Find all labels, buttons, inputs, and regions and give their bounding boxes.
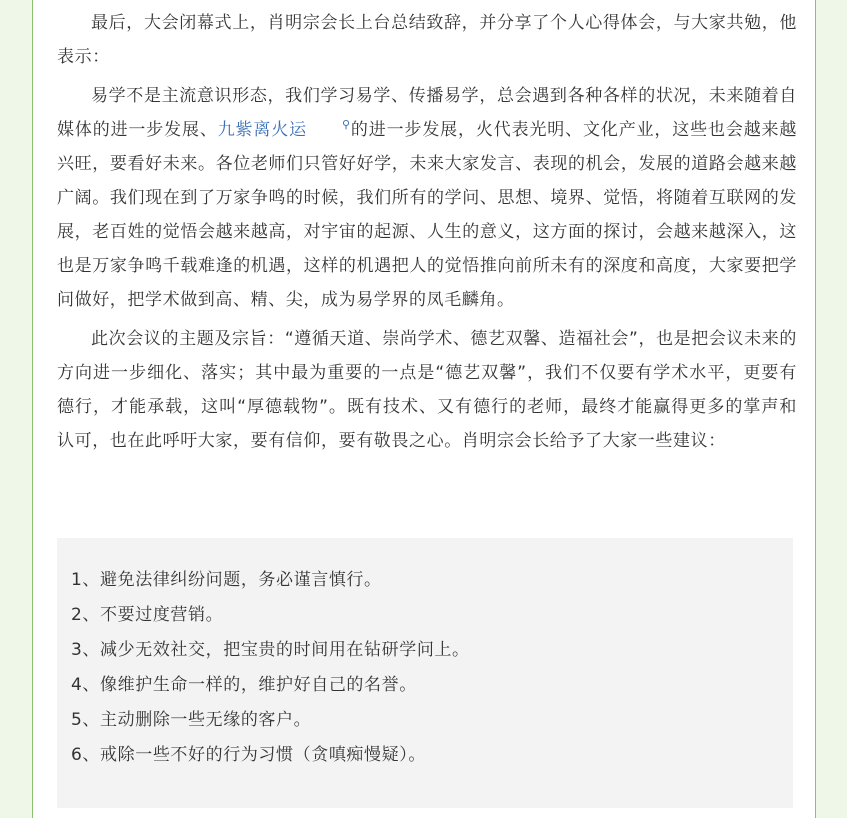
list-item: 4、像维护生命一样的，维护好自己的名誉。 — [71, 675, 417, 695]
article-body — [57, 6, 797, 463]
list-item: 1、避免法律纠纷问题，务必谨言慎行。 — [71, 570, 382, 590]
paragraph-yixue-development — [57, 79, 797, 317]
search-icon[interactable]: ⚲ — [341, 118, 351, 132]
suggestions-box — [57, 538, 793, 808]
paragraph-text-before-link: 易学不是主流意识形态，我们学习易学、传播易学，总会遇到各种各样的状况，未来随着自媒体的进一步发展、 — [57, 86, 797, 140]
list-item: 3、减少无效社交，把宝贵的时间用在钻研学问上。 — [71, 640, 470, 660]
list-item: 2、不要过度营销。 — [71, 605, 224, 625]
paragraph-closing-speech: 最后，大会闭幕式上，肖明宗会长上台总结致辞，并分享了个人心得体会，与大家共勉，他表示： — [57, 13, 797, 67]
keyword-link-jiuzi-lihuo-yun[interactable]: 九紫离火运 — [217, 120, 307, 140]
paragraph-conference-theme: 此次会议的主题及宗旨：“遵循天道、崇尚学术、德艺双馨、造福社会”，也是把会议未来的方向进一步细化、落实；其中最为重要的一点是“德艺双馨”，我们不仅要有学术水平，更要有德行，才能承载，这叫“厚德载物”。既有技术、又有德行的老师，最终才能赢得更多的掌声和认可，也在此呼吁大家，要有信仰，要有敬畏之心。肖明宗会长给予了大家一些建议： — [57, 329, 797, 451]
list-item: 6、戒除一些不好的行为习惯（贪嗔痴慢疑）。 — [71, 745, 426, 765]
paragraph-text-after-link: 的进一步发展，火代表光明、文化产业，这些也会越来越兴旺，要看好未来。各位老师们只管好好学，未来大家发言、表现的机会，发展的道路会越来越广阔。我们现在到了万家争鸣的时候，我们所有的学问、思想、境界、觉悟，将随着互联网的发展，老百姓的觉悟会越来越高，对宇宙的起源、人生的意义，这方面的探讨，会越来越深入，这也是万家争鸣千载难逢的机遇，这样的机遇把人的觉悟推向前所未有的深度和高度，大家要把学问做好，把学术做到高、精、尖，成为易学界的凤毛麟角。 — [57, 120, 798, 310]
list-item: 5、主动删除一些无缘的客户。 — [71, 710, 312, 730]
article-card — [32, 0, 816, 818]
